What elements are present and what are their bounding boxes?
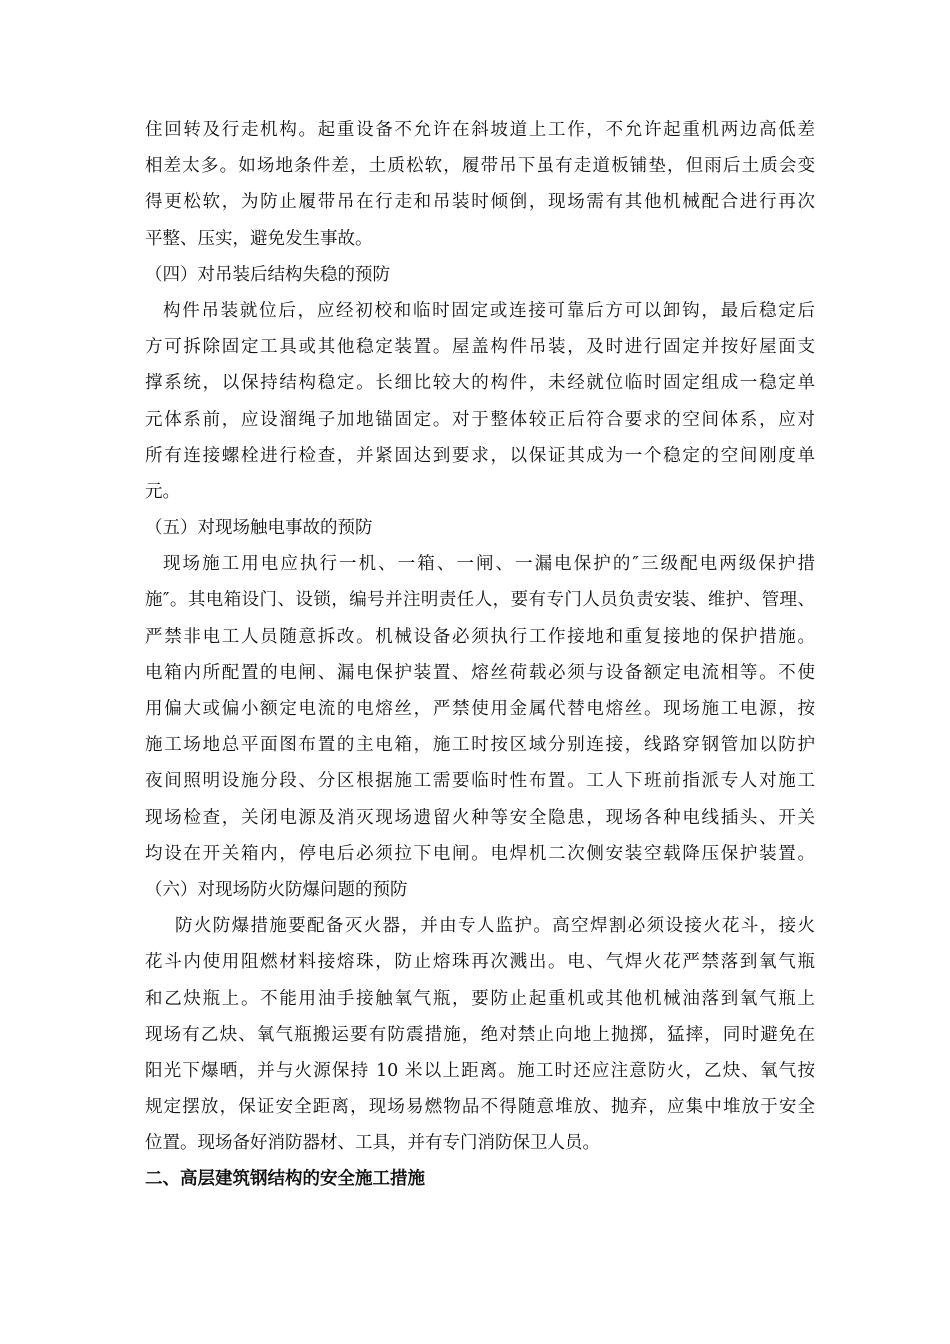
paragraph-line: 施工场地总平面图布置的主电箱，施工时按区域分别连接，线路穿钢管加以防护 <box>145 735 815 756</box>
paragraph-line: 花斗内使用阻燃材料接熔珠，防止熔珠再次溅出。电、气焊火花严禁落到氧气瓶 <box>145 952 815 973</box>
paragraph-line: 施″。其电箱设门、设锁，编号并注明责任人，要有专门人员负责安装、维护、管理、 <box>145 590 815 611</box>
paragraph-line: 元。 <box>145 481 180 502</box>
paragraph-line: 均设在开关箱内，停电后必须拉下电闸。电焊机二次侧安装空载降压保护装置。 <box>145 843 815 864</box>
paragraph-line: 构件吊装就位后，应经初校和临时固定或连接可靠后方可以卸钩，最后稳定后 <box>163 300 815 321</box>
paragraph-line: 和乙炔瓶上。不能用油手接触氧气瓶，要防止起重机或其他机械油落到氧气瓶上 <box>145 988 815 1009</box>
paragraph-line: 元体系前，应设溜绳子加地锚固定。对于整体较正后符合要求的空间体系，应对 <box>145 409 815 430</box>
paragraph-line: 平整、压实，避免发生事故。 <box>145 228 373 249</box>
paragraph-line: 位置。现场备好消防器材、工具，并有专门消防保卫人员。 <box>145 1133 600 1154</box>
paragraph-line: 夜间照明设施分段、分区根据施工需要临时性布置。工人下班前指派专人对施工 <box>145 771 815 792</box>
paragraph-line: 用偏大或偏小额定电流的电熔丝，严禁使用金属代替电熔丝。现场施工电源，按 <box>145 699 815 719</box>
paragraph-line: 严禁非电工人员随意拆改。机械设备必须执行工作接地和重复接地的保护措施。 <box>145 626 815 647</box>
paragraph-line: 撑系统，以保持结构稳定。长细比较大的构件，未经就位临时固定组成一稳定单 <box>145 373 815 394</box>
paragraph-line: 得更松软，为防止履带吊在行走和吊装时倾倒，现场需有其他机械配合进行再次 <box>145 192 815 213</box>
paragraph-line: 规定摆放，保证安全距离，现场易燃物品不得随意堆放、抛弃，应集中堆放于安全 <box>145 1097 815 1118</box>
document-page <box>145 112 815 1198</box>
chapter-heading: 二、高层建筑钢结构的安全施工措施 <box>145 1169 425 1190</box>
paragraph-line: 阳光下爆晒，并与火源保持 10 米以上距离。施工时还应注意防火，乙炔、氧气按 <box>145 1060 815 1081</box>
paragraph-line: 现场检查，关闭电源及消灭现场遗留火种等安全隐患，现场各种电线插头、开关 <box>145 807 815 828</box>
paragraph-line: 现场有乙炔、氧气瓶搬运要有防震措施，绝对禁止向地上抛掷，猛摔，同时避免在 <box>145 1024 815 1045</box>
paragraph-line: 住回转及行走机构。起重设备不允许在斜坡道上工作，不允许起重机两边高低差 <box>145 120 815 140</box>
paragraph-line: 电箱内所配置的电闸、漏电保护装置、熔丝荷载必须与设备额定电流相等。不使 <box>145 662 815 683</box>
section-heading-5: （五）对现场触电事故的预防 <box>145 518 373 539</box>
section-heading-6: （六）对现场防火防爆问题的预防 <box>145 879 408 900</box>
section-heading-4: （四）对吊装后结构失稳的预防 <box>145 264 390 285</box>
paragraph-line: 所有连接螺栓进行检查，并紧固达到要求，以保证其成为一个稳定的空间刚度单 <box>145 445 815 466</box>
paragraph-line: 相差太多。如场地条件差，土质松软，履带吊下虽有走道板铺垫，但雨后土质会变 <box>145 156 815 177</box>
paragraph-line: 方可拆除固定工具或其他稳定装置。屋盖构件吊装，及时进行固定并按好屋面支 <box>145 337 815 358</box>
paragraph-line: 防火防爆措施要配备灭火器，并由专人监护。高空焊割必须设接火花斗，接火 <box>175 916 815 937</box>
paragraph-line: 现场施工用电应执行一机、一箱、一闸、一漏电保护的″三级配电两级保护措 <box>163 554 815 575</box>
